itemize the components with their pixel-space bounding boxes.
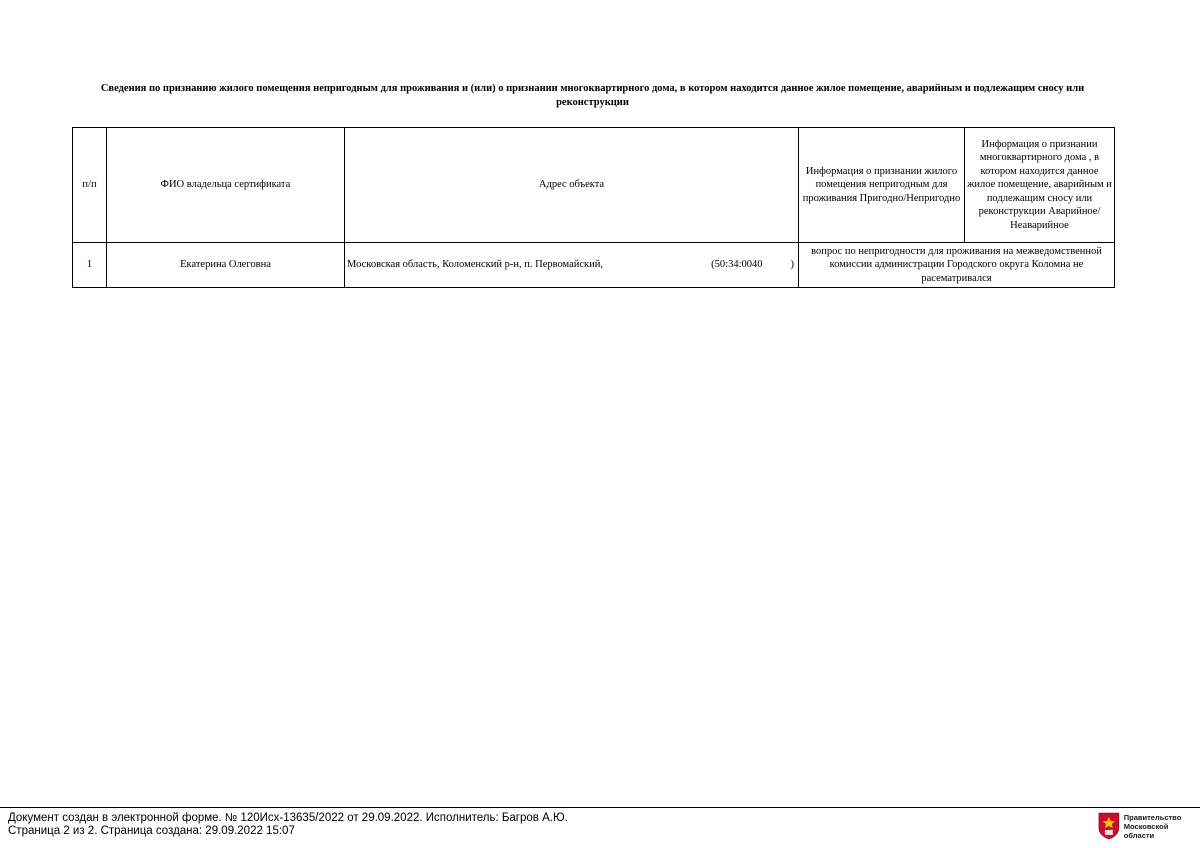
table-row bbox=[73, 243, 1115, 288]
government-logo bbox=[1098, 812, 1200, 840]
footer-text bbox=[8, 812, 568, 838]
cadastral-close: ) bbox=[790, 259, 794, 271]
document-title-line1: Сведения по признанию жилого помещения непригодным для проживания и (или) о признании многоквартирного дома, в котором находится данное жилое помещение, аварийным и подлежащим сносу или bbox=[100, 83, 1085, 94]
cell-owner: Екатерина Олеговна bbox=[107, 243, 345, 288]
table-header-row bbox=[73, 128, 1115, 243]
address-text: Московская область, Коломенский р-н, п. Первомайский, bbox=[347, 259, 604, 271]
document-title-line2: реконструкции bbox=[556, 97, 629, 108]
header-emergency: Информация о признании многоквартирного дома , в котором находится данное жилое помещение, аварийным и подлежащим сносу или реконструкции Аварийное/Неаварийное bbox=[965, 128, 1115, 243]
moscow-region-emblem-icon bbox=[1098, 812, 1120, 840]
header-unfit: Информация о признании жилого помещения непригодным для проживания Пригодно/Непригодно bbox=[799, 128, 965, 243]
header-num: п/п bbox=[73, 128, 107, 243]
logo-line1: Правительство bbox=[1123, 812, 1182, 822]
cell-num: 1 bbox=[73, 243, 107, 288]
cell-decision: вопрос по непригодности для проживания на межведомственной комиссии администрации Городского округа Коломна не расематривался bbox=[799, 243, 1115, 288]
footer-line1: Документ создан в электронной форме. № 120Исх-13635/2022 от 29.09.2022. Исполнитель: Багров А.Ю. bbox=[8, 812, 568, 824]
cell-address bbox=[345, 243, 799, 288]
cadastral-number: (50:34:0040 bbox=[711, 259, 763, 271]
footer-divider bbox=[0, 807, 1200, 808]
data-table bbox=[72, 127, 1115, 288]
footer-line2: Страница 2 из 2. Страница создана: 29.09.2022 15:07 bbox=[8, 825, 295, 837]
government-logo-text bbox=[1124, 813, 1200, 840]
header-address: Адрес объекта bbox=[345, 128, 799, 243]
header-owner: ФИО владельца сертификата bbox=[107, 128, 345, 243]
logo-line2: Московской области bbox=[1123, 821, 1169, 840]
document-title bbox=[80, 82, 1105, 110]
